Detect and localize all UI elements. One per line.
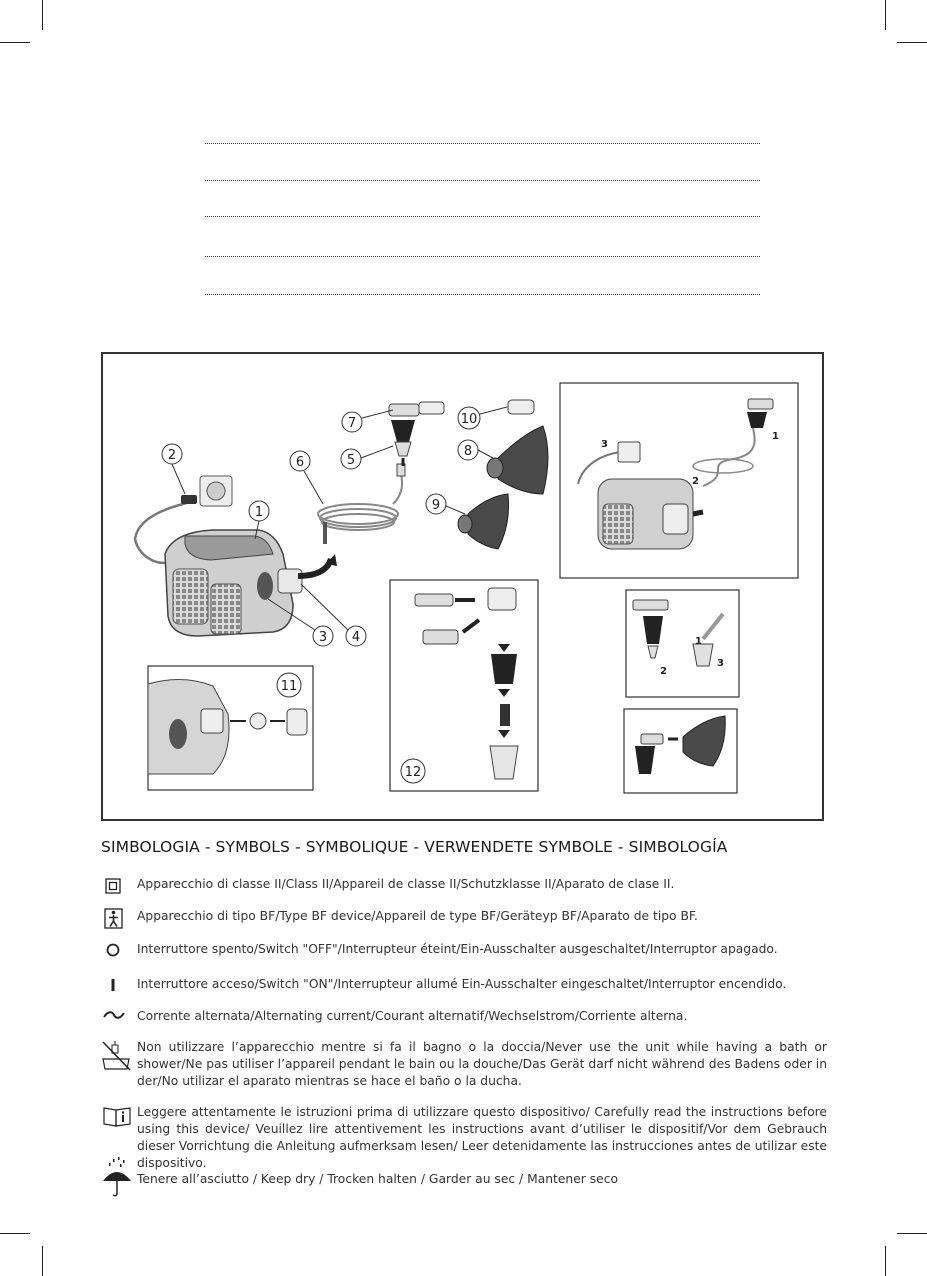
air-filter-housing [278, 569, 302, 593]
callout-9 [426, 494, 465, 514]
type-bf-icon [100, 908, 134, 936]
callout-2 [162, 444, 185, 494]
compressor-vent [173, 569, 208, 624]
writing-line [205, 294, 760, 295]
device-illustration-svg [103, 354, 822, 819]
crop-mark [0, 1233, 30, 1234]
symbol-description: Interruttore spento/Switch "OFF"/Interrupteur éteint/Ein-Ausschalter ausgeschaltet/Interruptor apagado. [137, 942, 778, 956]
writing-line [205, 143, 760, 144]
connection-arrow [298, 559, 331, 576]
symbol-description: Interruttore acceso/Switch "ON"/Interrupteur allumé Ein-Ausschalter eingeschaltet/Interruptor encendido. [137, 977, 787, 991]
nebulizer-cup [391, 420, 415, 442]
symbol-row [100, 1008, 828, 1028]
power-cable [135, 501, 193, 539]
switch-on-icon [100, 976, 134, 1004]
step-label: 3 [717, 658, 724, 669]
symbol-description: Leggere attentamente le istruzioni prima di utilizzare questo dispositivo/ Carefully read the instructions before using this device/ Veuillez lire attentivement les instructions avant d’utiliser le dispositif/Vor dem Gebrauch dieser Vorrichtung die Anleitung aufmerksam lesen/ Leer detenidamente las instrucciones antes de utilizar este dispositivo. [137, 1105, 827, 1170]
nebulizer-mouthpiece [389, 404, 419, 416]
power-switch [257, 572, 273, 600]
writing-line [205, 216, 760, 217]
symbols-heading: SIMBOLOGIA - SYMBOLS - SYMBOLIQUE - VERWENDETE SYMBOLE - SIMBOLOGÍA [101, 838, 728, 856]
symbol-row [100, 976, 828, 996]
symbol-row [100, 1039, 828, 1091]
symbol-description: Apparecchio di tipo BF/Type BF device/Appareil de type BF/Geräteyp BF/Aparato de tipo BF. [137, 909, 698, 923]
symbol-description: Non utilizzare l’apparecchio mentre si fa il bagno o la doccia/Never use the unit while having a bath or shower/Ne pas utiliser l’appareil pendant le bain ou la douche/Das Gerät darf nicht während des Badens oder in der/No utilizar el aparato mientras se hace el baño o la ducha. [137, 1040, 827, 1088]
compressor-vent [211, 584, 241, 634]
class-ii-icon [100, 876, 134, 904]
svg-text:2: 2 [167, 448, 177, 463]
symbol-row [100, 1104, 828, 1170]
callout-5 [341, 446, 393, 469]
callout-8 [458, 440, 493, 460]
crop-mark [885, 1246, 886, 1276]
read-instructions-icon [100, 1104, 134, 1130]
writing-line [205, 180, 760, 181]
svg-text:7: 7 [347, 416, 357, 431]
crop-mark [42, 0, 43, 30]
svg-text:10: 10 [460, 412, 478, 427]
svg-text:1: 1 [254, 505, 264, 520]
crop-mark [0, 42, 30, 43]
symbol-row [100, 908, 828, 930]
callout-7 [342, 410, 393, 432]
symbol-row [100, 876, 828, 896]
step-label: 1 [695, 636, 702, 647]
callout-12-label: 12 [404, 765, 422, 780]
mouthpiece [508, 400, 534, 414]
plug [181, 495, 197, 504]
callout-11-label: 11 [280, 679, 298, 694]
adult-mask [498, 426, 548, 494]
symbol-row [100, 1163, 828, 1207]
writing-line [205, 256, 760, 257]
symbol-description: Tenere all’asciutto / Keep dry / Trocken halten / Garder au sec / Mantener seco [137, 1172, 619, 1186]
crop-mark [885, 0, 886, 30]
svg-text:5: 5 [346, 453, 356, 468]
svg-text:4: 4 [351, 630, 361, 645]
device-illustration [101, 352, 824, 821]
crop-mark [897, 1233, 927, 1234]
step-label: 2 [660, 666, 667, 677]
svg-text:3: 3 [318, 630, 328, 645]
svg-text:8: 8 [463, 444, 473, 459]
keep-dry-icon [100, 1157, 134, 1199]
callout-4 [301, 584, 366, 646]
callout-10 [458, 407, 507, 429]
child-mask [468, 494, 509, 549]
no-bath-icon [100, 1039, 134, 1073]
symbol-description: Corrente alternata/Alternating current/Courant alternatif/Wechselstrom/Corriente alterna. [137, 1009, 688, 1023]
step-label: 2 [692, 476, 699, 487]
symbol-description: Apparecchio di classe II/Class II/Appareil de classe II/Schutzklasse II/Aparato de clase II. [137, 877, 675, 891]
symbol-row [100, 941, 828, 961]
callout-6 [290, 451, 323, 504]
crop-mark [42, 1246, 43, 1276]
step-label: 1 [772, 431, 779, 442]
alternating-current-icon [100, 1008, 134, 1036]
step-label: 3 [601, 439, 608, 450]
crop-mark [897, 42, 927, 43]
switch-off-icon [100, 941, 134, 969]
svg-text:6: 6 [295, 455, 305, 470]
wall-socket [207, 482, 225, 500]
svg-text:9: 9 [431, 498, 441, 513]
